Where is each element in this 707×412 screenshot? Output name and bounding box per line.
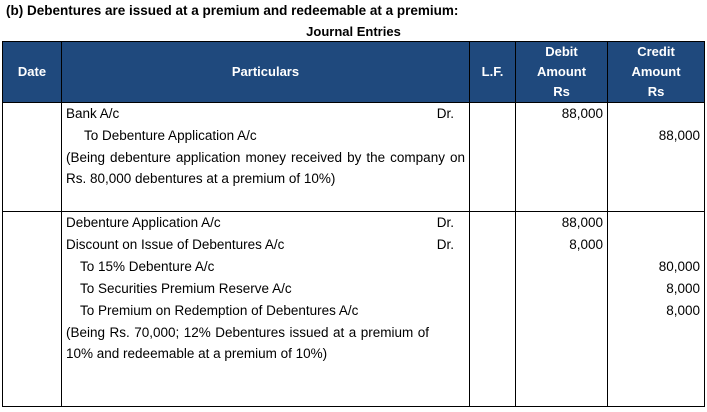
- particulars-cell: [62, 212, 470, 407]
- particulars-line: [62, 125, 469, 147]
- account-name: To Premium on Redemption of Debentures A/c: [80, 303, 359, 318]
- credit-amount: 88,000: [658, 128, 700, 143]
- section-heading: (b) Debentures are issued at a premium and redeemable at a premium:: [6, 3, 459, 18]
- lf-cell: [470, 212, 516, 407]
- header-date: Date: [3, 42, 62, 103]
- journal-entry-row: [3, 103, 705, 212]
- header-lf: L.F.: [470, 42, 516, 103]
- credit-amount: 80,000: [658, 259, 700, 274]
- header-credit-line2: Amount: [631, 64, 681, 79]
- header-debit-line2: Amount: [536, 64, 587, 79]
- account-name: To Debenture Application A/c: [84, 128, 257, 143]
- header-particulars: Particulars: [62, 42, 470, 103]
- dr-marker: Dr.: [436, 106, 454, 121]
- particulars-line: [62, 278, 469, 300]
- account-name: To Securities Premium Reserve A/c: [80, 281, 292, 296]
- debit-amount: 88,000: [561, 215, 603, 230]
- narration: (Being Rs. 70,000; 12% Debentures issued at a premium of 10% and redeemable at a premium of 10%): [66, 325, 429, 361]
- header-debit-line1: Debit: [545, 44, 578, 59]
- header-credit: [608, 42, 705, 103]
- header-credit-line1: Credit: [637, 44, 675, 59]
- particulars-line: [62, 103, 469, 125]
- lf-cell: [470, 103, 516, 212]
- account-name: Debenture Application A/c: [66, 215, 221, 230]
- particulars-line: [62, 234, 469, 256]
- credit-amount: 8,000: [666, 303, 700, 318]
- debit-amount: 88,000: [561, 106, 603, 121]
- particulars-line: [62, 300, 469, 322]
- debit-cell: [516, 103, 608, 212]
- credit-cell: [608, 212, 705, 407]
- particulars-cell: [62, 103, 470, 212]
- journal-entry-row: [3, 212, 705, 407]
- credit-amount: 8,000: [666, 281, 700, 296]
- header-debit-line3: Rs: [553, 84, 570, 99]
- credit-cell: [608, 103, 705, 212]
- header-row: [3, 42, 705, 103]
- credit-amount-empty: [608, 212, 704, 234]
- debit-amount: 8,000: [569, 237, 603, 252]
- date-cell: [3, 103, 62, 212]
- account-name: To 15% Debenture A/c: [80, 259, 215, 274]
- credit-amount-empty: [608, 103, 704, 125]
- narration: (Being debenture application money received by the company on Rs. 80,000 debentures at a premium of 10%): [66, 150, 465, 186]
- table-title: Journal Entries: [306, 24, 401, 39]
- account-name: Discount on Issue of Debentures A/c: [66, 237, 285, 252]
- header-debit: [516, 42, 608, 103]
- journal-entries-table: [2, 41, 705, 407]
- debit-cell: [516, 212, 608, 407]
- particulars-line: [62, 212, 469, 234]
- dr-marker: Dr.: [436, 237, 454, 252]
- date-cell: [3, 212, 62, 407]
- account-name: Bank A/c: [66, 106, 120, 121]
- particulars-line: [62, 256, 469, 278]
- header-credit-line3: Rs: [647, 84, 665, 99]
- dr-marker: Dr.: [436, 215, 454, 230]
- credit-amount-empty: [608, 234, 704, 256]
